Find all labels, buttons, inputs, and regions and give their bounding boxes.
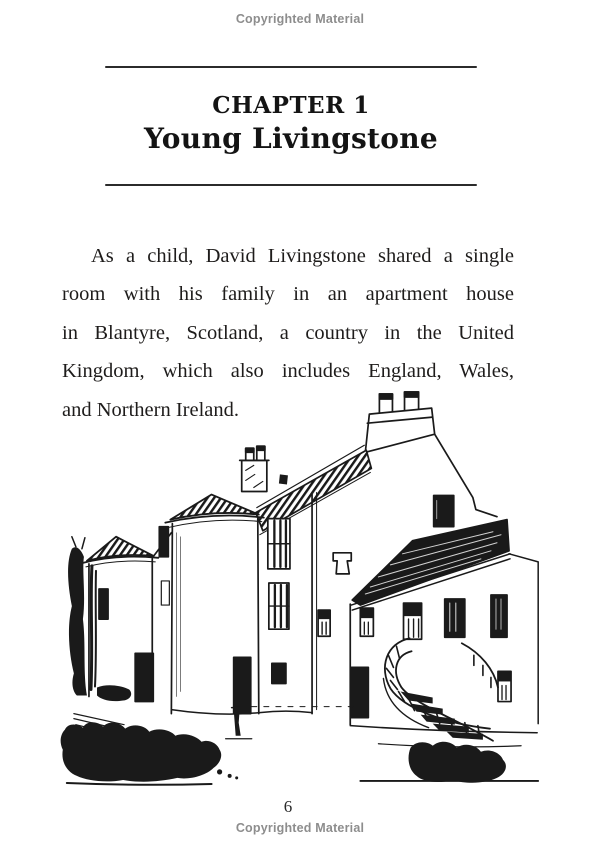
chapter-kicker: CHAPTER 1 <box>212 92 370 119</box>
curved-staircase <box>383 638 498 741</box>
chapter-rule-top <box>105 66 477 68</box>
copyright-notice-bottom: Copyrighted Material <box>235 821 365 835</box>
chapter-rule-bottom <box>105 184 477 186</box>
paragraph-line: room with his family in an apartment house <box>62 283 514 306</box>
copyright-notice-top: Copyrighted Material <box>235 12 365 26</box>
paragraph-line: Kingdom, which also includes England, Wales, <box>62 360 514 383</box>
paragraph-line: in Blantyre, Scotland, a country in the United <box>62 321 514 344</box>
page-number: 6 <box>283 797 293 816</box>
paragraph-line: As a child, David Livingstone shared a single <box>91 245 514 267</box>
recessed-wall <box>152 527 171 605</box>
round-tower-small <box>83 537 158 702</box>
main-house-chimney <box>365 392 434 452</box>
paragraph-line: and Northern Ireland. <box>62 398 240 421</box>
house-illustration <box>58 390 542 792</box>
bush-left <box>61 714 239 785</box>
middle-chimney <box>240 446 269 491</box>
round-tower-large <box>165 495 263 714</box>
chapter-title: Young Livingstone <box>143 122 439 155</box>
main-house-windows <box>268 519 330 684</box>
bush-right <box>360 742 538 783</box>
